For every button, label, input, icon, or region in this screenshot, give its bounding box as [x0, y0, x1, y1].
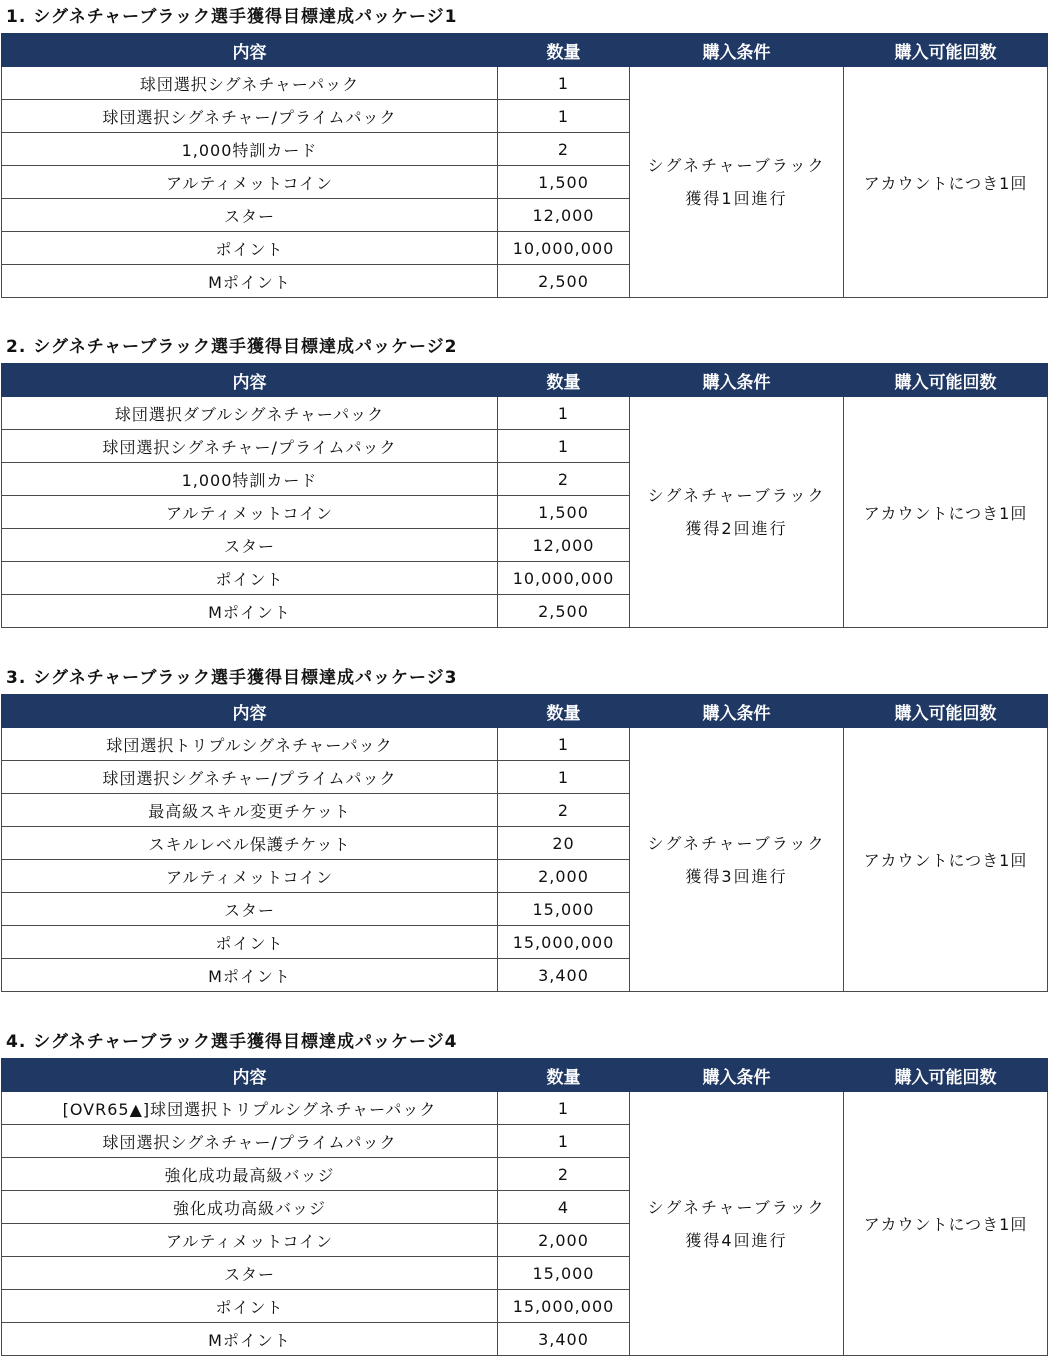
package-title: 3. シグネチャーブラック選手獲得目標達成パッケージ3 — [6, 668, 458, 688]
header-content: 内容 — [2, 1059, 498, 1092]
item-name: 球団選択シグネチャー/プライムパック — [2, 761, 498, 794]
item-name: アルティメットコイン — [2, 860, 498, 893]
item-name: 球団選択トリプルシグネチャーパック — [2, 728, 498, 761]
header-limit: 購入可能回数 — [844, 1059, 1048, 1092]
header-content: 内容 — [2, 364, 498, 397]
header-content: 内容 — [2, 695, 498, 728]
item-name: Mポイント — [2, 1323, 498, 1356]
condition-line-1: シグネチャーブラック — [647, 486, 826, 505]
condition-line-1: シグネチャーブラック — [647, 156, 826, 175]
item-quantity: 12,000 — [498, 529, 630, 562]
condition-line-1: シグネチャーブラック — [647, 1197, 826, 1217]
table-row — [2, 1092, 1048, 1125]
item-name: [OVR65▲]球団選択トリプルシグネチャーパック — [2, 1092, 498, 1125]
condition-line-2: 獲得1回進行 — [685, 189, 788, 208]
table-header-row — [2, 1059, 1048, 1092]
item-name: 球団選択シグネチャー/プライムパック — [2, 430, 498, 463]
item-quantity: 12,000 — [498, 199, 630, 232]
item-name: 最高級スキル変更チケット — [2, 794, 498, 827]
item-name: Mポイント — [2, 595, 498, 628]
item-name: ポイント — [2, 562, 498, 595]
package-table — [1, 1058, 1048, 1356]
purchase-condition — [630, 397, 844, 628]
item-quantity: 10,000,000 — [498, 232, 630, 265]
item-quantity: 1 — [498, 728, 630, 761]
item-quantity: 1 — [498, 100, 630, 133]
item-quantity: 1,500 — [498, 496, 630, 529]
item-quantity: 10,000,000 — [498, 562, 630, 595]
item-quantity: 2 — [498, 133, 630, 166]
header-limit: 購入可能回数 — [844, 364, 1048, 397]
item-name: 球団選択シグネチャー/プライムパック — [2, 100, 498, 133]
item-quantity: 2,000 — [498, 860, 630, 893]
item-name: アルティメットコイン — [2, 496, 498, 529]
item-quantity: 1 — [498, 67, 630, 100]
package-table — [1, 694, 1048, 992]
table-row — [2, 397, 1048, 430]
item-quantity: 1 — [498, 430, 630, 463]
purchase-limit: アカウントにつき1回 — [844, 1092, 1048, 1356]
item-quantity: 15,000,000 — [498, 1290, 630, 1323]
header-condition: 購入条件 — [630, 1059, 844, 1092]
condition-line-1: シグネチャーブラック — [647, 833, 826, 853]
item-name: スター — [2, 529, 498, 562]
header-limit: 購入可能回数 — [844, 34, 1048, 67]
purchase-limit: アカウントにつき1回 — [844, 67, 1048, 298]
item-quantity: 20 — [498, 827, 630, 860]
item-quantity: 1 — [498, 1125, 630, 1158]
header-quantity: 数量 — [498, 1059, 630, 1092]
item-quantity: 15,000,000 — [498, 926, 630, 959]
item-name: ポイント — [2, 232, 498, 265]
item-name: 球団選択ダブルシグネチャーパック — [2, 397, 498, 430]
item-name: スキルレベル保護チケット — [2, 827, 498, 860]
item-quantity: 3,400 — [498, 959, 630, 992]
item-name: スター — [2, 1257, 498, 1290]
purchase-condition — [630, 67, 844, 298]
purchase-condition — [630, 1092, 844, 1356]
table-row — [2, 67, 1048, 100]
item-name: 強化成功高級バッジ — [2, 1191, 498, 1224]
item-quantity: 1 — [498, 761, 630, 794]
table-row — [2, 728, 1048, 761]
condition-line-2: 獲得4回進行 — [685, 1230, 788, 1250]
condition-line-2: 獲得3回進行 — [685, 866, 788, 886]
table-header-row — [2, 364, 1048, 397]
item-quantity: 2,000 — [498, 1224, 630, 1257]
item-quantity: 15,000 — [498, 893, 630, 926]
package-title: 1. シグネチャーブラック選手獲得目標達成パッケージ1 — [6, 7, 458, 27]
header-quantity: 数量 — [498, 34, 630, 67]
item-name: 1,000特訓カード — [2, 133, 498, 166]
item-quantity: 2,500 — [498, 595, 630, 628]
package-table — [1, 33, 1048, 298]
header-quantity: 数量 — [498, 364, 630, 397]
header-condition: 購入条件 — [630, 364, 844, 397]
purchase-condition — [630, 728, 844, 992]
table-header-row — [2, 34, 1048, 67]
item-name: 球団選択シグネチャー/プライムパック — [2, 1125, 498, 1158]
condition-line-2: 獲得2回進行 — [685, 519, 788, 538]
item-name: 球団選択シグネチャーパック — [2, 67, 498, 100]
item-quantity: 2,500 — [498, 265, 630, 298]
purchase-limit: アカウントにつき1回 — [844, 397, 1048, 628]
item-quantity: 2 — [498, 463, 630, 496]
item-quantity: 3,400 — [498, 1323, 630, 1356]
package-title: 2. シグネチャーブラック選手獲得目標達成パッケージ2 — [6, 337, 458, 357]
item-quantity: 15,000 — [498, 1257, 630, 1290]
package-title: 4. シグネチャーブラック選手獲得目標達成パッケージ4 — [6, 1032, 458, 1052]
item-name: スター — [2, 893, 498, 926]
item-name: ポイント — [2, 1290, 498, 1323]
item-name: 1,000特訓カード — [2, 463, 498, 496]
item-name: アルティメットコイン — [2, 166, 498, 199]
item-name: スター — [2, 199, 498, 232]
package-table — [1, 363, 1048, 628]
item-name: Mポイント — [2, 265, 498, 298]
header-content: 内容 — [2, 34, 498, 67]
header-condition: 購入条件 — [630, 34, 844, 67]
purchase-limit: アカウントにつき1回 — [844, 728, 1048, 992]
header-limit: 購入可能回数 — [844, 695, 1048, 728]
item-name: アルティメットコイン — [2, 1224, 498, 1257]
table-header-row — [2, 695, 1048, 728]
item-name: Mポイント — [2, 959, 498, 992]
item-quantity: 1 — [498, 397, 630, 430]
header-quantity: 数量 — [498, 695, 630, 728]
item-quantity: 2 — [498, 794, 630, 827]
item-quantity: 2 — [498, 1158, 630, 1191]
item-name: ポイント — [2, 926, 498, 959]
item-quantity: 4 — [498, 1191, 630, 1224]
item-name: 強化成功最高級バッジ — [2, 1158, 498, 1191]
item-quantity: 1,500 — [498, 166, 630, 199]
header-condition: 購入条件 — [630, 695, 844, 728]
item-quantity: 1 — [498, 1092, 630, 1125]
